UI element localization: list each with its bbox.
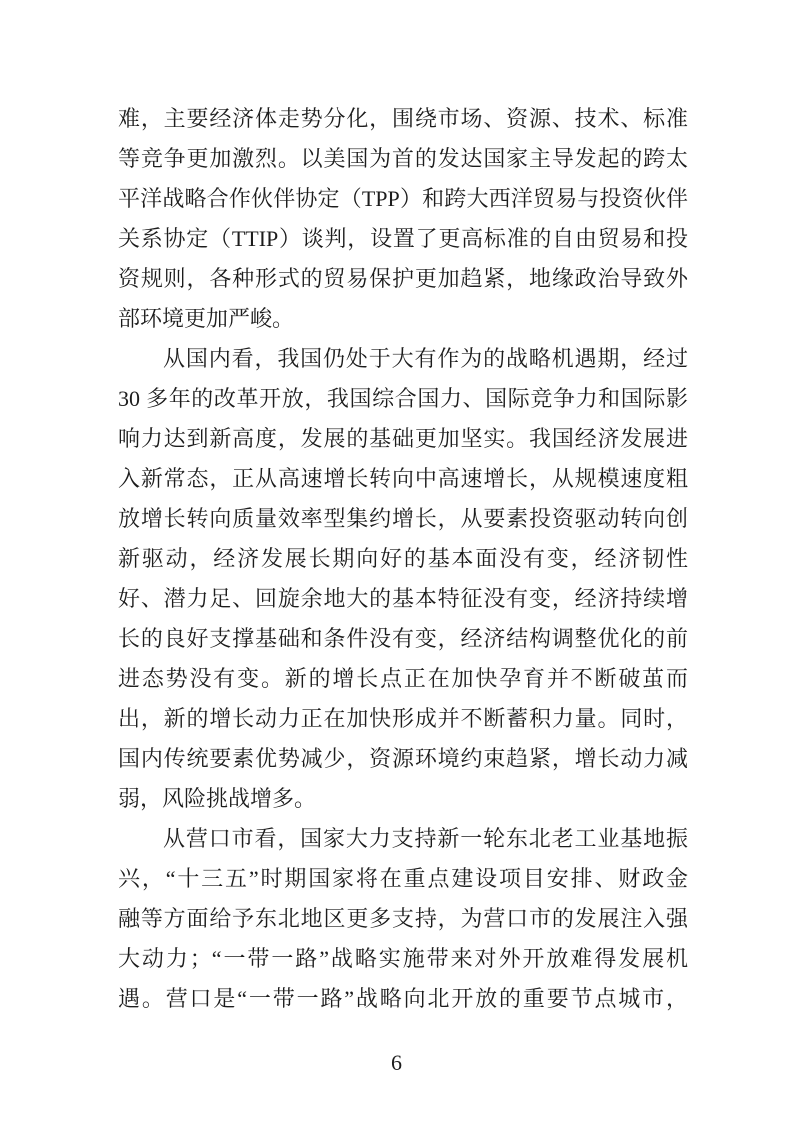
- text-line: 30 多年的改革开放，我国综合国力、国际竞争力和国际影: [118, 386, 688, 411]
- text-line: 入新常态，正从高速增长转向中高速增长，从规模速度粗: [118, 466, 688, 491]
- document-body: [118, 99, 688, 1019]
- text-line: 兴，“十三五”时期国家将在重点建设项目安排、财政金: [118, 866, 688, 891]
- text-line: 平洋战略合作伙伴协定（TPP）和跨大西洋贸易与投资伙伴: [118, 186, 688, 211]
- text-line: 部环境更加严峻。: [118, 306, 295, 331]
- text-line: 融等方面给予东北地区更多支持，为营口市的发展注入强: [118, 906, 688, 931]
- text-line: 等竞争更加激烈。以美国为首的发达国家主导发起的跨太: [118, 146, 688, 171]
- text-line: 出，新的增长动力正在加快形成并不断蓄积力量。同时，: [118, 706, 688, 731]
- text-line: 放增长转向质量效率型集约增长，从要素投资驱动转向创: [118, 506, 688, 531]
- text-line: 大动力；“一带一路”战略实施带来对外开放难得发展机: [118, 946, 688, 971]
- page-number: 6: [391, 1050, 402, 1075]
- text-line: 从营口市看，国家大力支持新一轮东北老工业基地振: [163, 826, 688, 851]
- text-line: 遇。营口是“一带一路”战略向北开放的重要节点城市，: [118, 986, 688, 1011]
- page-footer: [0, 1048, 793, 1078]
- text-line: 好、潜力足、回旋余地大的基本特征没有变，经济持续增: [118, 586, 688, 611]
- text-line: 国内传统要素优势减少，资源环境约束趋紧，增长动力减: [118, 746, 688, 771]
- text-line: 长的良好支撑基础和条件没有变，经济结构调整优化的前: [118, 626, 688, 651]
- text-line: 从国内看，我国仍处于大有作为的战略机遇期，经过: [163, 346, 688, 371]
- text-line: 难，主要经济体走势分化，围绕市场、资源、技术、标准: [118, 106, 688, 131]
- text-line: 资规则，各种形式的贸易保护更加趋紧，地缘政治导致外: [118, 266, 688, 291]
- text-line: 进态势没有变。新的增长点正在加快孕育并不断破茧而: [118, 666, 688, 691]
- text-line: 弱，风险挑战增多。: [118, 786, 317, 811]
- text-line: 关系协定（TTIP）谈判，设置了更高标准的自由贸易和投: [118, 226, 688, 251]
- text-line: 响力达到新高度，发展的基础更加坚实。我国经济发展进: [118, 426, 688, 451]
- text-line: 新驱动，经济发展长期向好的基本面没有变，经济韧性: [118, 546, 688, 571]
